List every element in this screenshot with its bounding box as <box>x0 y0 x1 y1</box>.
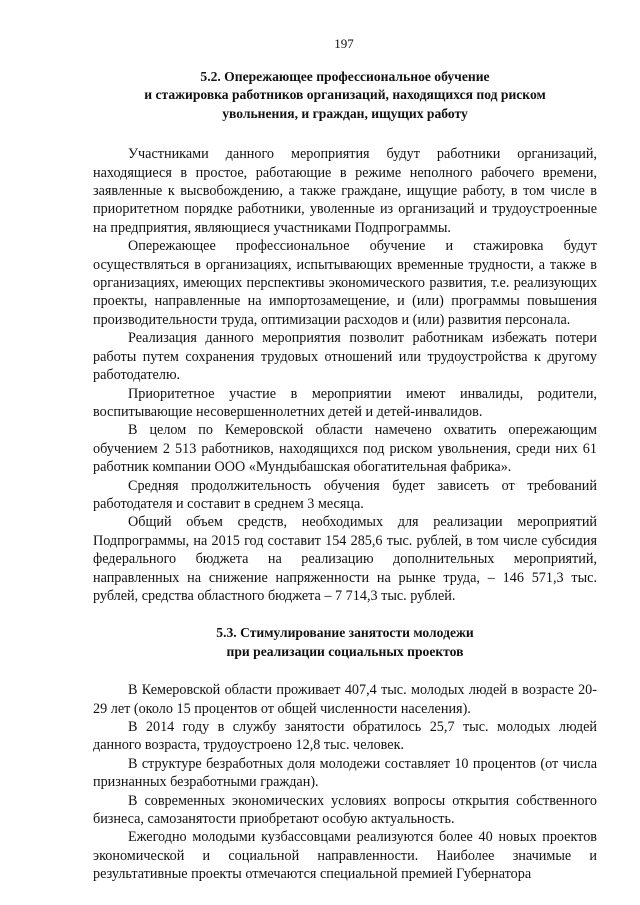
paragraph: Приоритетное участие в мероприятии имеют инвалиды, родители, воспитывающие несовершеннолетних детей и детей-инвалидов. <box>93 385 597 420</box>
paragraph: Ежегодно молодыми кузбассовцами реализуются более 40 новых проектов экономической и социальной направленности. Наиболее значимые и результативные проекты отмечаются специальной премией Губернатора <box>93 829 597 883</box>
paragraph: Общий объем средств, необходимых для реализации мероприятий Подпрограммы, на 2015 год составит 154 285,6 тыс. рублей, в том числе субсидия федерального бюджета на реализацию дополнительных мероприятий, направленных на снижение напряженности на рынке труда, – 146 571,3 тыс. рублей, средства областного бюджета – 7 714,3 тыс. рублей. <box>93 514 597 604</box>
section-5-2-body <box>93 145 597 605</box>
section-5-3-body <box>93 681 597 883</box>
section-5-2-title-line: увольнения, и граждан, ищущих работу <box>222 105 468 121</box>
paragraph: В структуре безработных доля молодежи составляет 10 процентов (от числа признанных безработными граждан). <box>93 755 597 791</box>
paragraph: Опережающее профессиональное обучение и стажировка будут осуществляться в организациях, испытывающих временные трудности, а также в организациях, имеющих перспективы экономического развития, т.е. реализующих проекты, направленные на импортозамещение, и (или) программы повышения производительности труда, оптимизации расходов и (или) развития персонала. <box>93 238 597 328</box>
paragraph: В 2014 году в службу занятости обратилось 25,7 тыс. молодых людей данного возраста, трудоустроено 12,8 тыс. человек. <box>93 719 597 754</box>
paragraph: Участниками данного мероприятия будут работники организаций, находящиеся в простое, работающие в режиме неполного рабочего времени, заявленные к высвобождению, а также граждане, ищущие работу, в том числе в приоритетном порядке работники, уволенные из организаций и трудоустроенные на предприятия, являющиеся участниками Подпрограммы. <box>93 146 597 236</box>
document-page <box>93 36 597 884</box>
section-5-2-title-line: и стажировка работников организаций, находящихся под риском <box>144 87 546 103</box>
section-5-3-title <box>93 624 597 661</box>
paragraph: Реализация данного мероприятия позволит работникам избежать потери работы путем сохранения трудовых отношений или трудоустройства к другому работодателю. <box>93 330 597 384</box>
section-5-2-title <box>93 68 597 123</box>
paragraph: Средняя продолжительность обучения будет зависеть от требований работодателя и составит в среднем 3 месяца. <box>93 477 597 512</box>
section-5-2-title-line: 5.2. Опережающее профессиональное обучение <box>200 69 490 84</box>
paragraph: В современных экономических условиях вопросы открытия собственного бизнеса, самозанятости приобретают особую актуальность. <box>93 792 597 828</box>
page-number: 197 <box>334 36 354 51</box>
paragraph: В Кемеровской области проживает 407,4 тыс. молодых людей в возрасте 20-29 лет (около 15 процентов от общей численности населения). <box>93 682 597 717</box>
section-5-3-title-line: при реализации социальных проектов <box>226 643 464 659</box>
section-5-3-title-line: 5.3. Стимулирование занятости молодежи <box>216 625 474 641</box>
paragraph: В целом по Кемеровской области намечено охватить опережающим обучением 2 513 работников, находящихся под риском увольнения, среди них 61 работник компании ООО «Мундыбашская обогатительная фабрика». <box>93 422 597 476</box>
